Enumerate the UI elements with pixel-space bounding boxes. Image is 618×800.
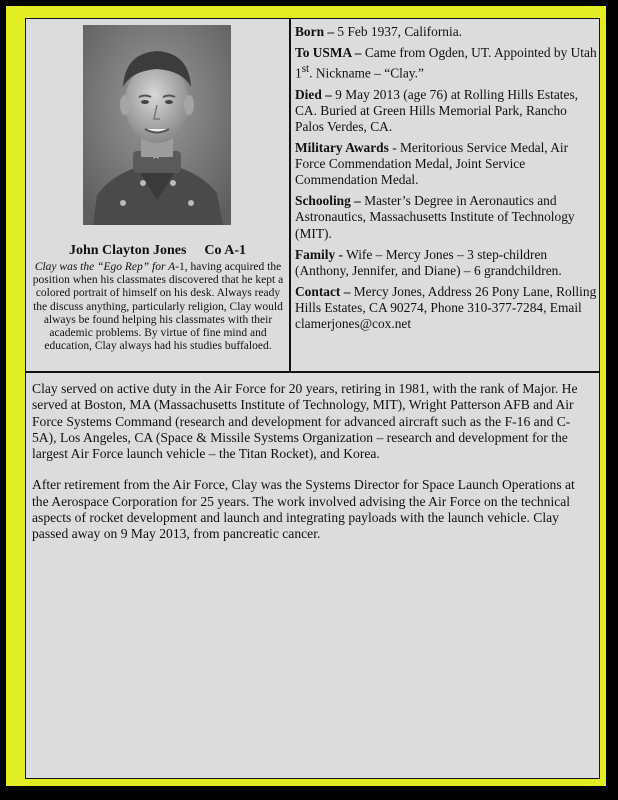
cadet-portrait-image <box>83 25 231 225</box>
portrait-cell <box>26 19 291 371</box>
usma-text: Came from Ogden, UT. Appointed by Utah 1 <box>295 45 597 81</box>
contact-text: Mercy Jones, Address 26 Pony Lane, Rolling Hills Estates, CA 90274, Phone 310-377-7284, Email clamerjones@cox.net <box>295 283 597 331</box>
company-label: Co A-1 <box>204 243 247 258</box>
usma-label: To USMA – <box>295 45 362 61</box>
usma-text-end: . Nickname – “Clay.” <box>309 65 424 81</box>
usma-fact <box>295 45 597 82</box>
schooling-fact <box>295 193 597 241</box>
died-fact <box>295 87 597 135</box>
usma-superscript: st <box>301 63 310 76</box>
contact-label: Contact – <box>295 283 351 299</box>
awards-fact <box>295 140 597 188</box>
facts-cell <box>291 19 597 371</box>
born-label: Born – <box>295 24 335 39</box>
caption-italic: Clay was the “Ego Rep” for A <box>34 261 176 273</box>
narrative-section <box>32 381 592 558</box>
family-label: Family - <box>295 246 343 262</box>
born-text: 5 Feb 1937, California. <box>334 24 462 39</box>
schooling-label: Schooling – <box>295 193 361 209</box>
narrative-paragraph-2: After retirement from the Air Force, Clay was the Systems Director for Space Launch Operations at the Aerospace Corporation for 25 years. The work involved advising the Air Force on the technical aspects of rocket development and launch and integrating payloads with the launch vehicle. Clay passed away on 9 May 2013, from pancreatic cancer. <box>32 477 575 542</box>
yellow-frame <box>6 6 606 786</box>
cadet-name: John Clayton Jones <box>68 243 187 258</box>
awards-label: Military Awards <box>295 140 389 156</box>
narrative-paragraph-1: Clay served on active duty in the Air Force for 20 years, retiring in 1981, with the rank of Major. He served at Boston, MA (Massachusetts Institute of Technology, MIT), Wright Patterson AFB and Air Force Systems Command (research and development for advanced aircraft such as the F-16 and C-5A), Los Angeles, CA (Space & Missile Systems Organization – research and development for the largest Air Force launch vehicle – the Titan Rocket), and Korea. <box>32 381 578 462</box>
portrait-photo <box>83 25 231 225</box>
profile-table <box>26 19 599 373</box>
died-label: Died – <box>295 86 332 102</box>
schooling-text: Master’s Degree in Aeronautics and Astronautics, Massachusetts Institute of Technology (MIT). <box>295 193 575 241</box>
born-fact <box>295 24 597 40</box>
portrait-caption <box>32 261 284 353</box>
family-text: Wife – Mercy Jones – 3 step-children (Anthony, Jennifer, and Diane) – 6 grandchildren. <box>295 246 562 278</box>
cadet-name-line <box>26 243 289 259</box>
died-text: 9 May 2013 (age 76) at Rolling Hills Estates, CA. Buried at Green Hills Memorial Park, Rancho Palos Verdes, CA. <box>295 86 579 134</box>
profile-page <box>25 18 600 779</box>
contact-fact <box>295 284 597 332</box>
caption-text: -1, having acquired the position when his classmates discovered that he kept a colored portrait of himself on his desk. Always ready the discuss anything, particularly religion, Clay would always be found helping his classmates with their academic problems. By virtue of fine mind and education, Clay always had his studies buffaloed. <box>32 261 284 353</box>
family-fact <box>295 247 597 279</box>
awards-text: - Meritorious Service Medal, Air Force Commendation Medal, Joint Service Commendation Medal. <box>295 140 569 188</box>
